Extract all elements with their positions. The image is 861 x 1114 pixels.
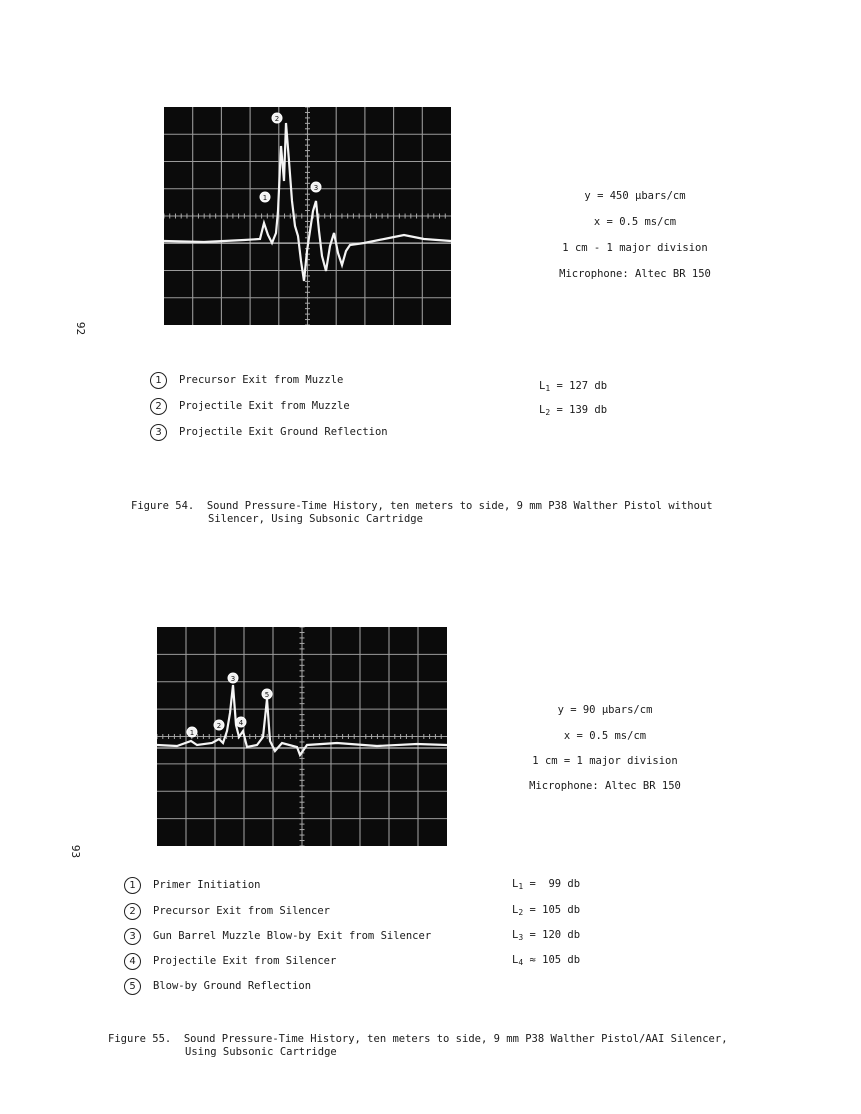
legend-text: Precursor Exit from Silencer [153,905,331,917]
trace-marker-label: 2 [216,722,222,730]
trace-marker-label: 2 [274,115,280,123]
level-label: L [512,904,519,916]
trace-marker-label: 1 [189,729,195,737]
page-number: 93 [69,844,83,859]
page-number: 92 [74,321,88,336]
level-sub: 1 [545,384,551,393]
param-y-scale: y = 450 µbars/cm [584,190,686,202]
level-number: ≈ 105 db [523,954,581,966]
param-y-scale: y = 90 µbars/cm [557,704,653,716]
legend-item [124,901,330,921]
level-label: L [539,404,546,416]
caption-line: Figure 54. Sound Pressure-Time History, ten meters to side, 9 mm P38 Walther Pistol without [131,500,713,512]
caption-line: Figure 55. Sound Pressure-Time History, ten meters to side, 9 mm P38 Walther Pistol/AAI Silencer, [108,1033,728,1045]
param-x-scale: x = 0.5 ms/cm [593,216,677,228]
param-microphone: Microphone: Altec BR 150 [559,268,711,280]
number-circle: 3 [150,424,167,441]
legend-text: Projectile Exit from Muzzle [179,400,350,412]
legend-item [150,422,388,442]
level-label: L [539,380,546,392]
legend-item [124,951,336,971]
level-sub: 2 [545,408,551,417]
level-label: L [512,878,519,890]
number-circle: 5 [124,978,141,995]
level-value [512,954,580,967]
level-number: = 139 db [550,404,608,416]
legend-item [124,926,431,946]
level-number: = 99 db [523,878,581,890]
number-circle: 1 [124,877,141,894]
legend-text: Primer Initiation [153,879,261,891]
level-sub: 2 [518,908,524,917]
figure55-caption [108,1033,728,1059]
level-sub: 1 [518,882,524,891]
level-value [512,904,580,917]
level-number: = 120 db [523,929,581,941]
trace-marker-label: 3 [313,184,319,192]
caption-line: Silencer, Using Subsonic Cartridge [208,513,423,525]
legend-item [150,370,343,390]
legend-text: Gun Barrel Muzzle Blow-by Exit from Silencer [153,930,432,942]
caption-line: Using Subsonic Cartridge [185,1046,337,1058]
level-label: L [512,954,519,966]
param-division: 1 cm - 1 major division [562,242,708,254]
oscilloscope-trace-55 [157,627,447,846]
number-circle: 1 [150,372,167,389]
legend-item [150,396,350,416]
number-circle: 3 [124,928,141,945]
legend-text: Projectile Exit Ground Reflection [179,426,388,438]
level-sub: 4 [518,958,524,967]
legend-text: Projectile Exit from Silencer [153,955,337,967]
legend-text: Blow-by Ground Reflection [153,980,312,992]
trace-marker-label: 4 [238,719,244,727]
scope-55-svg [157,627,447,846]
param-microphone: Microphone: Altec BR 150 [529,780,681,792]
figure54-caption [131,500,713,526]
level-value [539,404,607,417]
level-value [539,380,607,393]
level-value [512,929,580,942]
trace-marker-label: 3 [230,675,236,683]
trace-marker-label: 5 [264,691,270,699]
level-number: = 127 db [550,380,608,392]
param-division: 1 cm = 1 major division [532,755,678,767]
number-circle: 2 [124,903,141,920]
number-circle: 4 [124,953,141,970]
level-number: = 105 db [523,904,581,916]
legend-text: Precursor Exit from Muzzle [179,374,344,386]
oscilloscope-trace-54 [164,107,451,325]
level-sub: 3 [518,933,524,942]
scope-54-svg [164,107,451,325]
level-label: L [512,929,519,941]
param-x-scale: x = 0.5 ms/cm [563,730,647,742]
trace-marker-label: 1 [262,194,268,202]
number-circle: 2 [150,398,167,415]
legend-item [124,976,311,996]
legend-item [124,875,260,895]
level-value [512,878,580,891]
